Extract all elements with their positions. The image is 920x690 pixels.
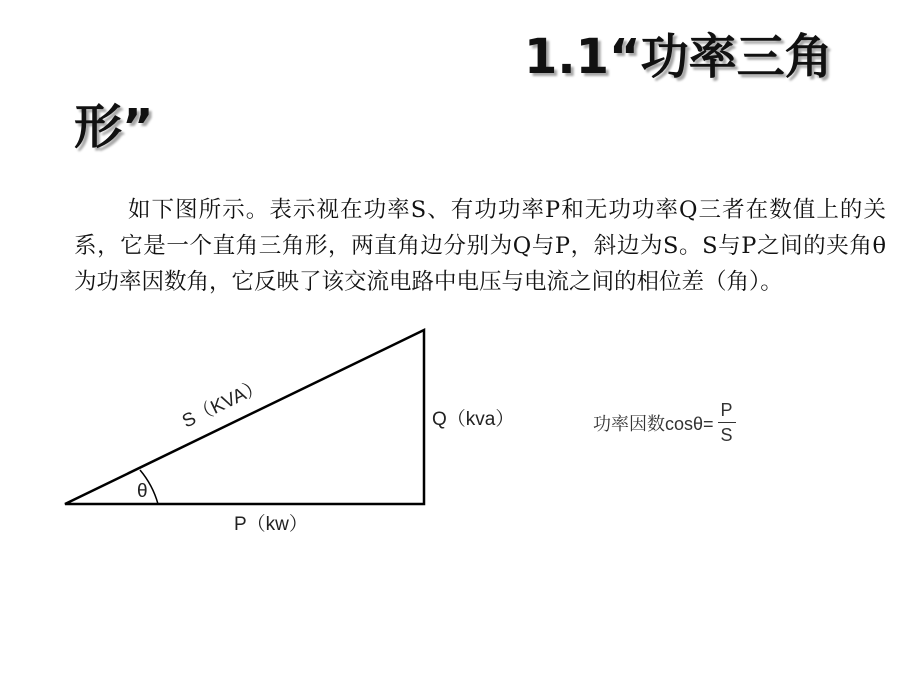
formula-denominator: S [720,425,733,445]
formula-numerator: P [718,398,736,423]
angle-theta-label: θ [137,481,148,502]
formula-prefix: 功率因数cosθ= [593,413,714,434]
vertical-q-label: Q（kva） [432,409,515,430]
formula-fraction [718,398,736,447]
description-paragraph: 如下图所示。表示视在功率S、有功功率P和无功功率Q三者在数值上的关系，它是一个直角三角形，两直角边分别为Q与P，斜边为S。S与P之间的夹角θ为功率因数角，它反映了该交流电路中电压与电流之间的相位差（角）。 [74,197,886,295]
slide-title-line-1: 1.1“功率三角 [524,29,833,85]
base-p-label: P（kw） [234,514,308,535]
slide-title-line-2: 形” [74,99,154,155]
hypotenuse-s-label: S（KVA） [179,375,267,433]
power-factor-formula [593,398,736,447]
power-triangle [65,330,424,504]
